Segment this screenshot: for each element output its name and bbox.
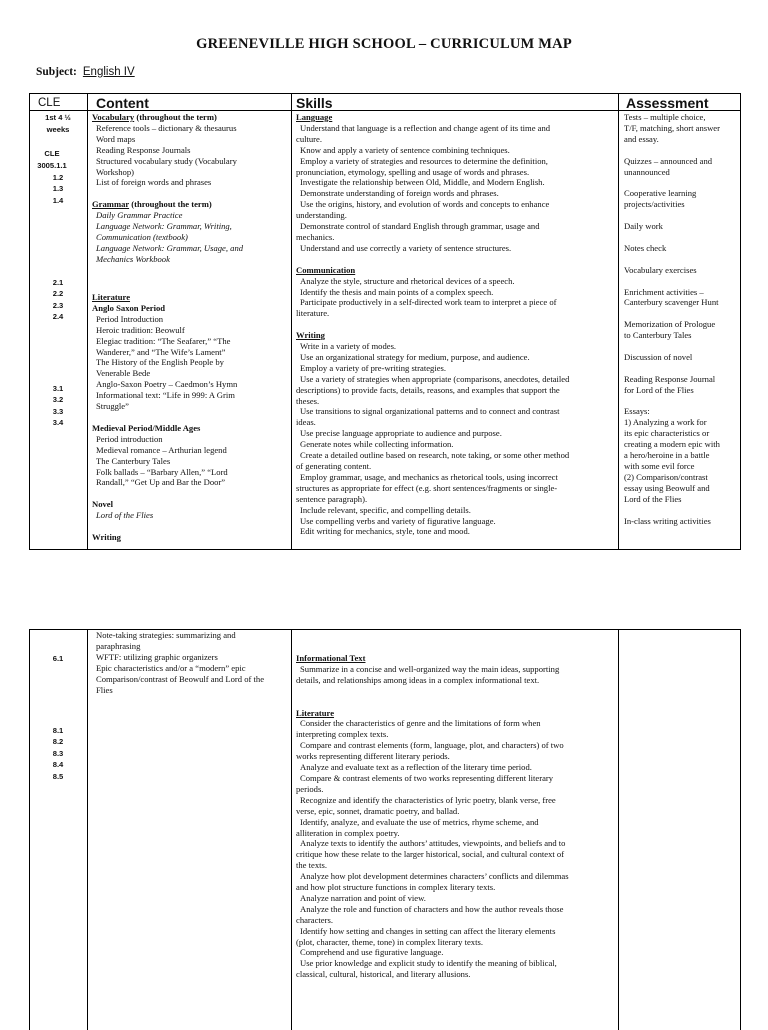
text-line: works representing different literary periods. xyxy=(296,751,450,762)
text-line: Reading Response Journal xyxy=(624,373,716,384)
text-line: Period Introduction xyxy=(96,313,164,324)
text-line: Use transitions to signal organizational patterns and to connect and contrast xyxy=(300,406,560,417)
text-line: periods. xyxy=(296,783,324,794)
text-line: theses. xyxy=(296,395,320,406)
text-line: sentence paragraph). xyxy=(296,493,368,504)
text-line: Communication (textbook) xyxy=(96,231,188,242)
text-line: Language Network: Grammar, Writing, xyxy=(96,221,232,232)
text-line: to Canterbury Tales xyxy=(624,330,692,341)
text-line: interpreting complex texts. xyxy=(296,729,389,740)
cle-standard-number: 8.1 xyxy=(52,726,64,735)
text-line: Period introduction xyxy=(96,433,163,444)
subject-line xyxy=(36,66,135,78)
cle-standard-number: 3.3 xyxy=(52,406,64,416)
cle-standard-number: 8.3 xyxy=(52,748,64,758)
anglo-saxon-heading: Anglo Saxon Period xyxy=(92,302,166,313)
cle-standard-number: 2.4 xyxy=(52,312,64,322)
skills-cell-2 xyxy=(296,653,569,980)
curriculum-table-2 xyxy=(29,629,741,1030)
header-assessment: Assessment xyxy=(626,95,709,111)
text-line: Analyze and evaluate text as a reflection of the literary time period. xyxy=(300,762,532,773)
text-line: Analyze the style, structure and rhetorical devices of a speech. xyxy=(300,275,515,286)
cle-standard-number: 2.2 xyxy=(52,289,64,299)
text-line: unannounced xyxy=(624,166,670,177)
text-line: Summarize in a concise and well-organized way the main ideas, supporting xyxy=(300,663,560,674)
writing-heading: Writing xyxy=(92,531,121,542)
text-line: mechanics. xyxy=(296,231,335,242)
text-line: projects/activities xyxy=(624,199,685,210)
text-line: Word maps xyxy=(96,133,136,144)
cle-duration: 1st 4 ½ xyxy=(45,113,71,122)
text-line: Notes check xyxy=(624,242,667,253)
text-line: a hero/heroine in a battle xyxy=(624,450,710,461)
language-heading: Language xyxy=(296,112,333,122)
cle-standard-number: 2.3 xyxy=(52,300,64,310)
informational-text-list xyxy=(296,664,569,686)
text-line xyxy=(622,145,720,156)
anglo-saxon-list xyxy=(92,314,237,412)
cle-standard-number: 2.1 xyxy=(52,278,64,287)
text-line: Generate notes while collecting information. xyxy=(300,439,454,450)
text-line xyxy=(622,276,720,287)
text-line: literature. xyxy=(296,308,330,319)
text-line: Reading Response Journals xyxy=(96,144,191,155)
vocabulary-heading: Vocabulary (throughout the term) xyxy=(92,112,217,122)
text-line: Demonstrate control of standard English through grammar, usage and xyxy=(300,221,540,232)
subject-label: Subject: xyxy=(36,66,77,78)
assessment-cell xyxy=(622,112,720,526)
text-line: Discussion of novel xyxy=(624,351,693,362)
subject-value: English IV xyxy=(82,66,135,78)
text-line: understanding. xyxy=(296,210,347,221)
text-line: Employ a variety of strategies and resources to determine the definition, xyxy=(300,155,548,166)
text-line: Include relevant, specific, and compelling details. xyxy=(300,504,471,515)
text-line xyxy=(622,308,720,319)
text-line: and essay. xyxy=(624,133,659,144)
text-line: Randall,” “Get Up and Bar the Door” xyxy=(96,477,226,488)
vocabulary-list xyxy=(92,123,243,188)
text-line: Investigate the relationship between Old, Middle, and Modern English. xyxy=(300,177,545,188)
text-line: Create a detailed outline based on research, note taking, or some other method xyxy=(300,450,570,461)
text-line: Use compelling verbs and variety of figurative language. xyxy=(300,515,496,526)
literature-skills-heading: Literature xyxy=(296,707,335,718)
text-line: Edit writing for mechanics, style, tone and mood. xyxy=(300,526,470,537)
text-line: Compare and contrast elements (form, language, plot, and characters) of two xyxy=(300,740,564,751)
text-line: Lord of the Flies xyxy=(624,493,682,504)
content-2-list xyxy=(92,630,264,695)
text-line: Note-taking strategies: summarizing and xyxy=(96,630,236,640)
cle-duration-weeks: weeks xyxy=(46,125,70,134)
skills-cell xyxy=(296,112,569,537)
text-line: Consider the characteristics of genre and the limitations of form when xyxy=(300,718,541,729)
text-line: and how plot structure functions in complex literary texts. xyxy=(296,882,496,893)
text-line: Write in a variety of modes. xyxy=(300,341,397,352)
cle-standard-number: 8.2 xyxy=(52,737,64,747)
text-line: essay using Beowulf and xyxy=(624,482,710,493)
text-line: Elegiac tradition: “The Seafarer,” “The xyxy=(96,335,231,346)
cle-label: CLE xyxy=(44,149,60,158)
page-title: GREENEVILLE HIGH SCHOOL – CURRICULUM MAP xyxy=(196,36,572,52)
text-line: Folk ballads – “Barbary Allen,” “Lord xyxy=(96,466,228,477)
text-line: Anglo-Saxon Poetry – Caedmon’s Hymn xyxy=(96,379,238,390)
cle-standard-number: 1.3 xyxy=(52,184,64,194)
content-cell-literature xyxy=(92,292,237,543)
text-line: Use the origins, history, and evolution of words and concepts to enhance xyxy=(300,199,550,210)
cle-standard-number: 3.4 xyxy=(52,418,64,428)
text-line xyxy=(622,396,720,407)
text-line: for Lord of the Flies xyxy=(624,384,694,395)
curriculum-table-1 xyxy=(29,93,741,550)
text-line xyxy=(622,177,720,188)
text-line: Identify the thesis and main points of a complex speech. xyxy=(300,286,494,297)
text-line: WFTF: utilizing graphic organizers xyxy=(96,651,218,662)
content-cell-2 xyxy=(92,630,264,695)
text-line: Wanderer,” and “The Wife’s Lament” xyxy=(96,346,226,357)
text-line xyxy=(622,210,720,221)
header-cle: CLE xyxy=(38,97,61,109)
text-line: its epic characteristics or xyxy=(624,428,710,439)
text-line: paraphrasing xyxy=(96,640,141,651)
assessment-list xyxy=(622,112,720,526)
text-line: structures as appropriate for effect (e.g. short sentences/fragments or single- xyxy=(296,482,558,493)
text-line: alliteration in complex poetry. xyxy=(296,827,400,838)
novel-list xyxy=(92,510,237,521)
text-line: Venerable Bede xyxy=(96,368,151,379)
text-line: Employ a variety of pre-writing strategies. xyxy=(300,362,447,373)
text-line: Quizzes – announced and xyxy=(624,155,713,166)
cle-standard-number: 3.2 xyxy=(52,395,64,405)
cle-standard-number: 1.2 xyxy=(52,173,64,182)
text-line: Know and apply a variety of sentence combining techniques. xyxy=(300,144,510,155)
literature-heading: Literature xyxy=(92,292,131,302)
text-line: Identify how setting and changes in setting can affect the literary elements xyxy=(300,925,556,936)
language-list xyxy=(296,123,569,254)
text-line: Tests – multiple choice, xyxy=(624,112,706,122)
content-cell xyxy=(92,112,243,265)
text-line xyxy=(622,505,720,516)
text-line: ideas. xyxy=(296,417,316,428)
text-line: Analyze texts to identify the authors’ attitudes, viewpoints, and beliefs and to xyxy=(300,838,566,849)
grammar-list xyxy=(92,210,243,265)
text-line: Epic characteristics and/or a “modern” epic xyxy=(96,662,246,673)
text-line: the texts. xyxy=(296,860,328,871)
text-line: Understand that language is a reflection and change agent of its time and xyxy=(300,122,551,133)
text-line: Mechanics Workbook xyxy=(96,253,170,264)
text-line: Comprehend and use figurative language. xyxy=(300,947,444,958)
text-line: details, and relationships among ideas in a complex informational text. xyxy=(296,674,540,685)
cle-standard-number: 3.1 xyxy=(52,384,64,393)
text-line xyxy=(622,232,720,243)
text-line: Analyze narration and point of view. xyxy=(300,892,426,903)
text-line: culture. xyxy=(296,133,323,144)
header-content: Content xyxy=(96,95,149,111)
text-line: Understand and use correctly a variety of sentence structures. xyxy=(300,242,512,253)
text-line xyxy=(622,254,720,265)
text-line: (plot, character, theme, tone) in complex literary texts. xyxy=(296,936,483,947)
text-line: Vocabulary exercises xyxy=(624,264,697,275)
text-line: Flies xyxy=(96,684,113,695)
text-line: Comparison/contrast of Beowulf and Lord of the xyxy=(96,673,265,684)
text-line: The Canterbury Tales xyxy=(96,455,171,466)
text-line xyxy=(622,363,720,374)
text-line: Daily Grammar Practice xyxy=(96,210,183,221)
text-line: Medieval romance – Arthurian legend xyxy=(96,444,227,455)
text-line: with some evil force xyxy=(624,461,695,471)
text-line: Recognize and identify the characteristics of lyric poetry, blank verse, free xyxy=(300,794,556,805)
header-skills: Skills xyxy=(296,95,333,111)
text-line: (2) Comparison/contrast xyxy=(624,471,708,482)
text-line: 1) Analyzing a work for xyxy=(624,417,707,428)
cle-standard-number: 8.4 xyxy=(52,760,64,770)
text-line: Employ grammar, usage, and mechanics as rhetorical tools, using incorrect xyxy=(300,471,558,482)
text-line: characters. xyxy=(296,914,333,925)
text-line: Language Network: Grammar, Usage, and xyxy=(96,242,244,253)
text-line: Use prior knowledge and explicit study to identify the meaning of biblical, xyxy=(300,958,557,969)
text-line: Analyze the role and function of characters and how the author reveals those xyxy=(300,903,564,914)
text-line: critique how these relate to the larger historical, social, and cultural context of xyxy=(296,849,565,860)
text-line: The History of the English People by xyxy=(96,357,224,368)
text-line: Lord of the Flies xyxy=(96,510,154,521)
grammar-heading: Grammar (throughout the term) xyxy=(92,199,212,210)
text-line: Identify, analyze, and evaluate the use of metrics, rhyme scheme, and xyxy=(300,816,539,827)
writing-list xyxy=(296,341,569,537)
text-line: List of foreign words and phrases xyxy=(96,177,212,188)
text-line: verse, epic, sonnet, dramatic poetry, and ballad. xyxy=(296,805,460,816)
cle-code: 3005.1.1 xyxy=(37,161,67,170)
text-line: Memorization of Prologue xyxy=(624,319,716,330)
text-line: of generating content. xyxy=(296,461,372,471)
text-line: Use an organizational strategy for medium, purpose, and audience. xyxy=(300,351,530,362)
text-line: classical, cultural, historical, and literary allusions. xyxy=(296,969,471,980)
text-line: Demonstrate understanding of foreign words and phrases. xyxy=(300,188,499,199)
text-line: Essays: xyxy=(624,406,650,417)
text-line: Daily work xyxy=(624,221,663,232)
informational-text-heading: Informational Text xyxy=(296,653,366,663)
medieval-heading: Medieval Period/Middle Ages xyxy=(92,422,201,433)
text-line: Analyze how plot development determines characters’ conflicts and dilemmas xyxy=(300,871,569,882)
text-line: descriptions) to provide facts, details, reasons, and examples that support the xyxy=(296,384,560,395)
text-line: T/F, matching, short answer xyxy=(624,122,720,133)
novel-heading: Novel xyxy=(92,499,114,510)
text-line: pronunciation, etymology, spelling and usage of words and phrases. xyxy=(296,166,530,177)
text-line: Struggle” xyxy=(96,401,129,412)
text-line: Workshop) xyxy=(96,166,134,177)
text-line: Enrichment activities – xyxy=(624,286,704,297)
communication-list xyxy=(296,276,569,320)
cle-standard-number: 1.4 xyxy=(52,195,64,205)
text-line: Cooperative learning xyxy=(624,188,697,199)
text-line xyxy=(622,341,720,352)
cle-standard-number: 8.5 xyxy=(52,771,64,781)
communication-heading: Communication xyxy=(296,264,356,275)
text-line: Informational text: “Life in 999: A Grim xyxy=(96,390,235,401)
text-line: Use a variety of strategies when appropriate (comparisons, anecdotes, detailed xyxy=(300,373,570,384)
text-line: Structured vocabulary study (Vocabulary xyxy=(96,155,237,166)
medieval-list xyxy=(92,434,237,489)
text-line: Use precise language appropriate to audience and purpose. xyxy=(300,428,502,439)
cle-standard-number: 6.1 xyxy=(52,654,64,663)
text-line: Canterbury scavenger Hunt xyxy=(624,297,719,308)
text-line: Heroic tradition: Beowulf xyxy=(96,324,185,335)
text-line: Reference tools – dictionary & thesaurus xyxy=(96,122,237,133)
text-line: Participate productively in a self-directed work team to interpret a piece of xyxy=(300,297,557,308)
literature-skills-list xyxy=(296,718,569,980)
writing-skills-heading: Writing xyxy=(296,330,325,341)
text-line: creating a modern epic with xyxy=(624,439,720,450)
text-line: In-class writing activities xyxy=(624,515,711,526)
text-line: Compare & contrast elements of two works representing different literary xyxy=(300,772,554,783)
